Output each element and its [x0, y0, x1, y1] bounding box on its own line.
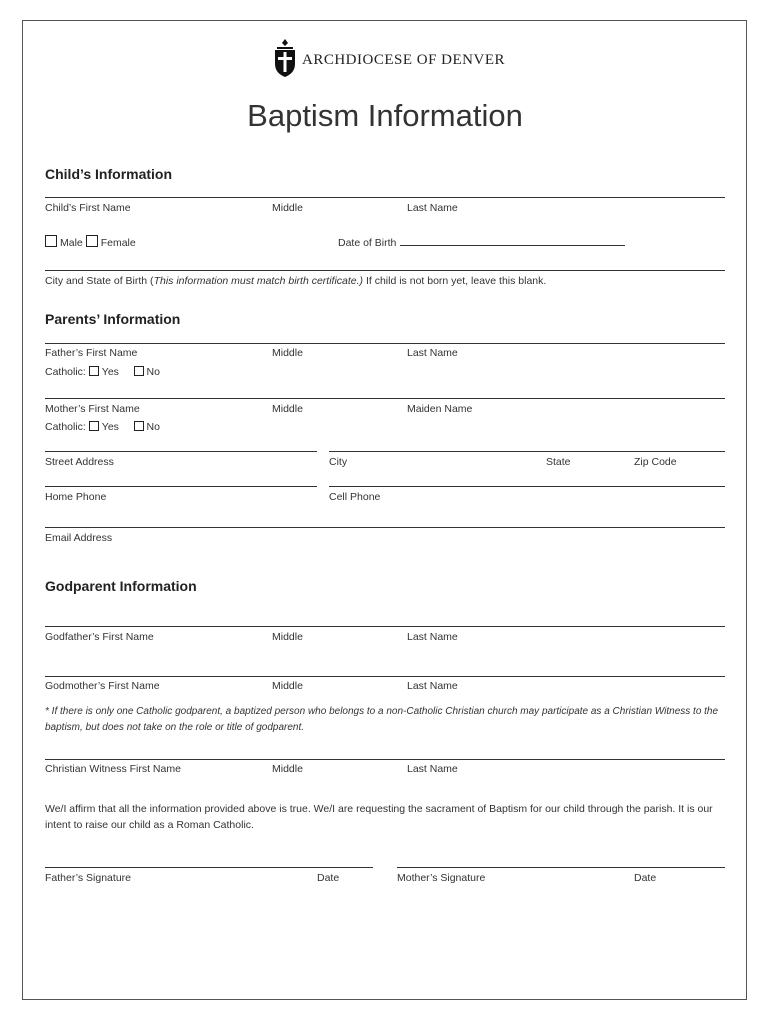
cell-phone-line[interactable] [329, 486, 725, 487]
male-label: Male [60, 237, 83, 249]
child-first-name-label: Child’s First Name [45, 202, 131, 214]
email-line[interactable] [45, 527, 725, 528]
witness-first-name-label: Christian Witness First Name [45, 763, 181, 775]
birthplace-suffix: If child is not born yet, leave this blank. [363, 275, 547, 287]
godmother-name-line[interactable] [45, 676, 725, 677]
mother-signature-label: Mother’s Signature [397, 872, 486, 884]
father-middle-label: Middle [272, 347, 303, 359]
child-middle-label: Middle [272, 202, 303, 214]
godmother-middle-label: Middle [272, 680, 303, 692]
birthplace-note: This information must match birth certificate.) [153, 275, 364, 287]
father-first-name-label: Father’s First Name [45, 347, 138, 359]
mother-yes-label: Yes [101, 421, 119, 433]
section-godparent-info: Godparent Information [45, 578, 197, 594]
city-state-zip-line[interactable] [329, 451, 725, 452]
godmother-last-name-label: Last Name [407, 680, 458, 692]
dob-blank[interactable] [400, 236, 625, 246]
archdiocese-logo [272, 38, 505, 78]
father-last-name-label: Last Name [407, 347, 458, 359]
street-label: Street Address [45, 456, 114, 468]
father-name-line[interactable] [45, 343, 725, 344]
godfather-middle-label: Middle [272, 631, 303, 643]
mother-maiden-name-label: Maiden Name [407, 403, 473, 415]
witness-last-name-label: Last Name [407, 763, 458, 775]
affirmation-text: We/I affirm that all the information provided above is true. We/I are requesting the sacrament of Baptism for our child through the parish. It is our intent to raise our child as a Roman Catholic. [45, 803, 713, 831]
father-catholic-label: Catholic: [45, 366, 86, 378]
child-name-line[interactable] [45, 197, 725, 198]
female-label: Female [100, 237, 136, 249]
birthplace-line[interactable] [45, 270, 725, 271]
father-signature-label: Father’s Signature [45, 872, 131, 884]
witness-name-line[interactable] [45, 759, 725, 760]
birthplace-prefix: City and State of Birth ( [45, 275, 154, 287]
mother-no-label: No [146, 421, 160, 433]
org-name: ARCHDIOCESE OF DENVER [302, 51, 506, 68]
zip-label: Zip Code [634, 456, 677, 468]
father-date-label: Date [317, 872, 340, 884]
email-label: Email Address [45, 532, 113, 544]
cross-shield-icon [272, 38, 298, 78]
mother-catholic-yes-checkbox[interactable] [89, 421, 99, 431]
state-label: State [546, 456, 571, 468]
mother-catholic-row [45, 421, 160, 433]
father-catholic-yes-checkbox[interactable] [89, 366, 99, 376]
gender-options [45, 235, 136, 249]
section-parents-info: Parents’ Information [45, 311, 181, 327]
mother-first-name-label: Mother’s First Name [45, 403, 140, 415]
male-checkbox[interactable] [45, 235, 57, 247]
street-line[interactable] [45, 451, 317, 452]
christian-witness-note: * If there is only one Catholic godparent, a baptized person who belongs to a non-Catholic Christian church may participate as a Christian Witness to the baptism, but does not take on the role or title of godparent. [45, 706, 719, 733]
father-no-label: No [146, 366, 160, 378]
father-catholic-no-checkbox[interactable] [134, 366, 144, 376]
dob-label: Date of Birth [338, 237, 397, 249]
page-title: Baptism Information [247, 98, 523, 133]
mother-catholic-no-checkbox[interactable] [134, 421, 144, 431]
godfather-last-name-label: Last Name [407, 631, 458, 643]
godfather-name-line[interactable] [45, 626, 725, 627]
child-last-name-label: Last Name [407, 202, 458, 214]
city-label: City [329, 456, 348, 468]
female-checkbox[interactable] [86, 235, 98, 247]
mother-middle-label: Middle [272, 403, 303, 415]
cell-phone-label: Cell Phone [329, 491, 381, 503]
mother-catholic-label: Catholic: [45, 421, 86, 433]
godmother-first-name-label: Godmother’s First Name [45, 680, 160, 692]
home-phone-line[interactable] [45, 486, 317, 487]
mother-date-label: Date [634, 872, 657, 884]
godfather-first-name-label: Godfather’s First Name [45, 631, 154, 643]
father-catholic-row [45, 366, 160, 378]
mother-name-line[interactable] [45, 398, 725, 399]
home-phone-label: Home Phone [45, 491, 107, 503]
dob-field [338, 236, 625, 249]
father-yes-label: Yes [101, 366, 119, 378]
witness-middle-label: Middle [272, 763, 303, 775]
mother-signature-line[interactable] [397, 867, 725, 868]
section-child-info: Child’s Information [45, 166, 173, 182]
birthplace-label [45, 275, 546, 287]
father-signature-line[interactable] [45, 867, 373, 868]
